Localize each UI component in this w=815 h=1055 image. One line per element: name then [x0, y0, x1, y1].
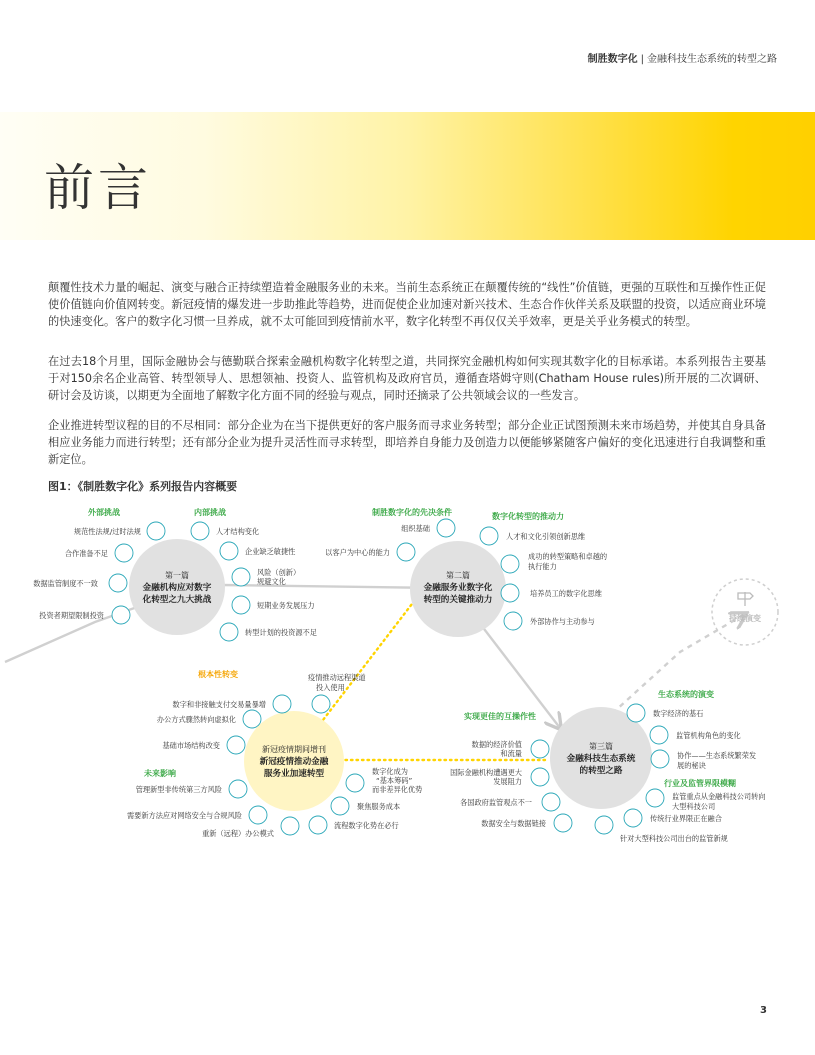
continue-label: 持续演变 [729, 614, 761, 623]
flask-icon [220, 623, 238, 641]
figure-caption: 图1：《制胜数字化》系列报告内容概要 [48, 480, 238, 493]
root-item-4: 疫情推动远程渠道 [308, 673, 366, 682]
root-item-10: 流程数字化势在必行 [334, 821, 399, 830]
heart-hand-icon [397, 543, 415, 561]
blur-item-3: 传统行业界限正在融合 [650, 814, 722, 823]
interop-heading: 实现更佳的互操作性 [464, 712, 536, 721]
atom-icon [501, 584, 519, 602]
leaf-icon [624, 809, 642, 827]
root-item-1: 数字和非接触支付交易量暴增 [172, 700, 266, 709]
eco-item-3: 协作——生态系统繁荣发 [677, 751, 757, 760]
circle-continue [712, 579, 778, 645]
int-item-5: 短期业务发展压力 [257, 601, 315, 610]
blur-heading: 行业及监管界限模糊 [664, 779, 736, 788]
ext-item-2: 合作准备不足 [64, 549, 108, 558]
warning-icon [232, 568, 250, 586]
c2-line3: 转型的关键推动力 [423, 595, 493, 605]
chip-icon [346, 774, 364, 792]
interop-item-5: 各国政府监管观点不一 [460, 798, 532, 807]
pre-item-2: 以客户为中心的能力 [325, 548, 390, 557]
shield-icon [249, 806, 267, 824]
waveform-icon [646, 789, 664, 807]
ext-item-3: 数据监管制度不一致 [33, 579, 98, 588]
cog-icon [309, 816, 327, 834]
org-chart-icon [437, 519, 455, 537]
laptop-icon [243, 710, 261, 728]
root-item-8: 而非差异化优势 [372, 785, 423, 794]
paragraph-2: 在过去18个月里，国际金融协会与德勤联合探索金融机构数字化转型之道，共同探究金融机构如何实现其数字化的目标承诺。本系列报告主要基于对150余名企业高管、转型领导人、思想领袖、投资人、监管机构及政府官员，遵循查塔姆守则(Chatham House rules)所开展的二次调研、研讨会及访谈，以期更为全面地了解数字化方面不同的经验与观点，同时还摘录了公共领域会议的一些发言。 [48, 355, 766, 402]
blocks-icon [627, 704, 645, 722]
eco-item-1: 数字经济的基石 [653, 709, 704, 718]
root-heading: 根本性转变 [198, 670, 238, 679]
summary-diagram [0, 496, 815, 856]
root-item-2: 办公方式骤然转向虚拟化 [156, 715, 236, 724]
bar-chart-icon [531, 740, 549, 758]
ext-item-1: 规范性法规/过时法规 [73, 527, 141, 536]
header-report-name: 制胜数字化 [587, 54, 638, 65]
c1-line2: 金融机构应对数字 [142, 583, 212, 593]
drv-item-1: 人才和文化引领创新思维 [506, 532, 586, 541]
root-item-5: 投入使用 [316, 683, 345, 692]
chat-icon [542, 793, 560, 811]
int-item-1: 人才结构变化 [216, 527, 260, 536]
blur-item-2: 大型科技公司 [672, 802, 716, 811]
c1-line1: 第一篇 [165, 571, 189, 580]
blur-item-4: 针对大型科技公司出台的监管新规 [620, 834, 728, 843]
network-icon [651, 750, 669, 768]
regulation-icon [147, 522, 165, 540]
c2-line1: 第二篇 [446, 571, 470, 580]
star-icon [480, 527, 498, 545]
interop-item-3: 国际金融机构遭遇更大 [450, 768, 522, 777]
drv-item-5: 外部协作与主动参与 [530, 617, 595, 626]
c1-line3: 化转型之九大挑战 [142, 595, 212, 605]
globe-icon [531, 768, 549, 786]
blur-item-1: 监管重点从金融科技公司转向 [672, 792, 766, 801]
interop-item-2: 和流量 [500, 749, 522, 758]
pre-heading: 制胜数字化的先决条件 [372, 508, 452, 517]
handshake-icon [504, 612, 522, 630]
future-item-3: 重新（远程）办公模式 [202, 829, 274, 838]
root-item-7: “基本筹码” [376, 776, 413, 785]
root-item-6: 数字化成为 [372, 767, 408, 776]
future-item-2: 需要新方法应对网络安全与合规风险 [126, 811, 242, 820]
money-stack-icon [331, 797, 349, 815]
root-item-3: 基础市场结构改变 [162, 741, 220, 750]
header-subtitle: 金融科技生态系统的转型之路 [647, 54, 777, 65]
eco-item-4: 展的秘诀 [677, 761, 706, 770]
c2-line2: 金融服务业数字化 [423, 583, 493, 593]
int-heading: 内部挑战 [194, 508, 226, 517]
investor-bag-icon [112, 606, 130, 624]
gavel-icon [650, 726, 668, 744]
coins-icon [227, 736, 245, 754]
ext-item-4: 投资者期望限制投资 [39, 611, 104, 620]
interop-item-1: 数据的经济价值 [471, 740, 522, 749]
page-title: 前言 [44, 159, 152, 217]
database-icon [554, 814, 572, 832]
c4-line3: 服务业加速转型 [263, 769, 325, 779]
cloud-icon [595, 816, 613, 834]
eco-item-2: 监管机构角色的变化 [676, 731, 741, 740]
c3-line3: 的转型之路 [579, 766, 623, 776]
people-icon [191, 522, 209, 540]
footprints-icon [220, 542, 238, 560]
int-item-3: 风险（创新） [257, 568, 301, 577]
running-header [588, 50, 777, 65]
alert-icon [229, 780, 247, 798]
monitor-icon [281, 817, 299, 835]
eco-heading: 生态系统的演变 [658, 690, 714, 699]
drv-heading: 数字化转型的推动力 [492, 512, 564, 521]
pre-item-1: 组织基础 [401, 524, 430, 533]
target-icon [501, 555, 519, 573]
headset-icon [312, 695, 330, 713]
future-heading: 未来影响 [144, 769, 176, 778]
int-item-6: 转型计划的投资源不足 [245, 628, 317, 637]
paragraph-3: 企业推进转型议程的目的不尽相同：部分企业为在当下提供更好的客户服务而寻求业务转型；部分企业正试图预测未来市场趋势，并使其自身具备相应业务能力而进行转型；还有部分企业为提升灵活性而寻求转型，即培养自身能力及创造力以便能够紧随客户偏好的变化迅速进行自我调整和重新定位。 [48, 419, 766, 466]
ext-heading: 外部挑战 [88, 508, 120, 517]
c4-line1: 新冠疫情期间增刊 [262, 745, 326, 754]
c3-line2: 金融科技生态系统 [566, 754, 636, 764]
page-number: 3 [760, 1005, 767, 1016]
c3-line1: 第三篇 [589, 742, 613, 751]
signpost-icon [738, 592, 753, 606]
card-icon [273, 695, 291, 713]
paragraph-1: 颠覆性技术力量的崛起、演变与融合正持续塑造着金融服务业的未来。当前生态系统正在颠覆传统的“线性”价值链，更强的互联性和互操作性正促使价值链向价值网转变。新冠疫情的爆发进一步助推此等趋势，进而促使企业加速对新兴技术、生态合作伙伴关系及联盟的投资，以适应商业环境的快速变化。客户的数字化习惯一旦养成，就不太可能回到疫情前水平，数字化转型不再仅仅关乎效率，更是关乎业务模式的转型。 [48, 281, 766, 328]
drv-item-4: 培养员工的数字化思维 [530, 589, 602, 598]
int-item-2: 企业缺乏敏捷性 [245, 547, 296, 556]
interop-item-4: 发展阻力 [493, 777, 522, 786]
c4-line2: 新冠疫情推动金融 [259, 757, 329, 767]
shuffle-icon [109, 574, 127, 592]
graph-icon [232, 596, 250, 614]
int-item-4: 规避文化 [257, 577, 286, 586]
link-icon [115, 544, 133, 562]
drv-item-3: 执行能力 [528, 562, 557, 571]
root-item-9: 聚焦服务成本 [357, 802, 401, 811]
interop-item-6: 数据安全与数据链接 [481, 819, 546, 828]
future-item-1: 管理新型非传统第三方风险 [135, 785, 222, 794]
drv-item-2: 成功的转型策略和卓越的 [528, 552, 608, 561]
header-separator: | [640, 54, 644, 65]
